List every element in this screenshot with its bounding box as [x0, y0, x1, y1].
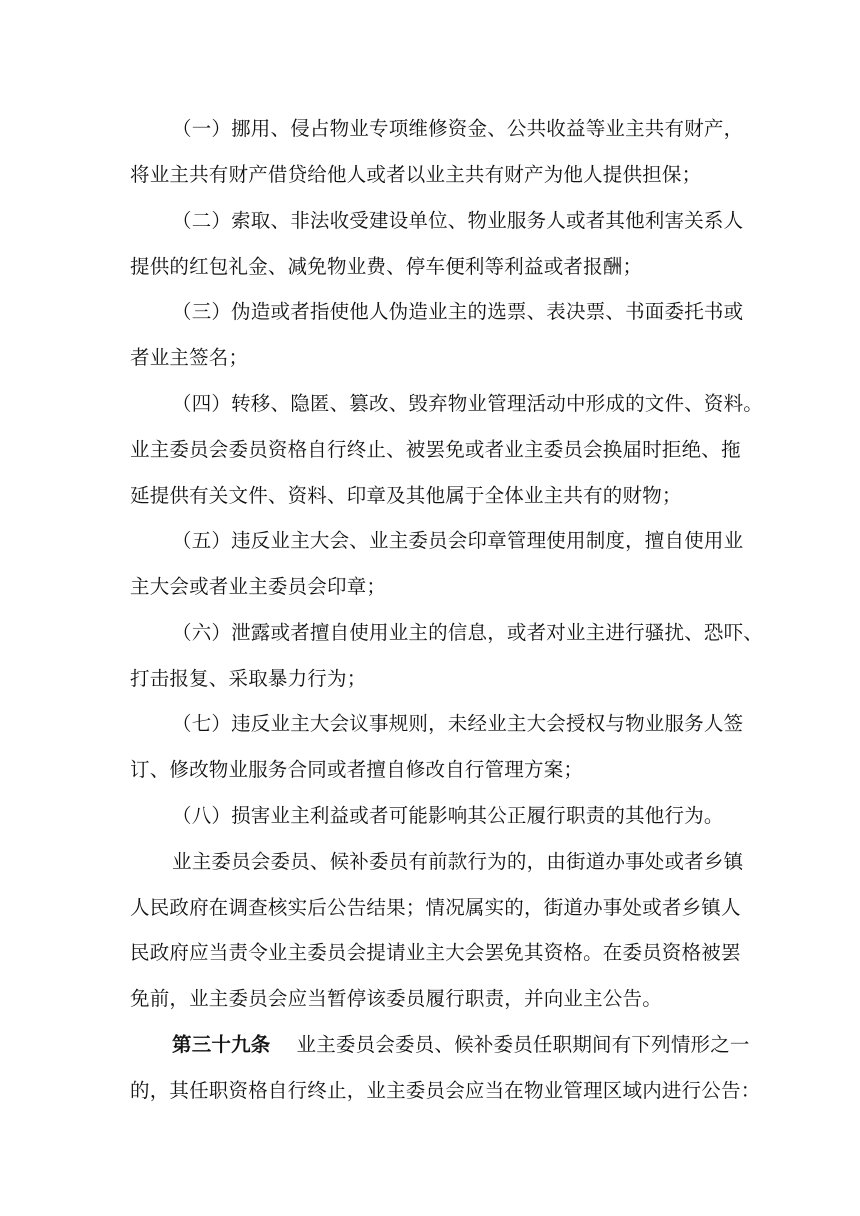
text-line: （三）伪造或者指使他人伪造业主的选票、表决票、书面委托书或 [172, 300, 744, 323]
text-line: 业主委员会委员、候补委员任职期间有下列情形之一 [296, 1033, 750, 1056]
text-line: 提供的红包礼金、减免物业费、停车便利等利益或者报酬； [130, 255, 643, 278]
text-line: （五）违反业主大会、业主委员会印章管理使用制度，擅自使用业 [172, 529, 744, 552]
text-line: （八）损害业主利益或者可能影响其公正履行职责的其他行为。 [172, 804, 724, 827]
text-line: 业主委员会委员资格自行终止、被罢免或者业主委员会换届时拒绝、拖 [130, 438, 741, 461]
text-line: 者业主签名； [130, 346, 249, 369]
article-label: 第三十九条 [172, 1033, 271, 1056]
text-line: （六）泄露或者擅自使用业主的信息，或者对业主进行骚扰、恐吓、 [172, 621, 764, 644]
text-line: 主大会或者业主委员会印章； [130, 575, 387, 598]
text-line: （一）挪用、侵占物业专项维修资金、公共收益等业主共有财产， [172, 117, 744, 140]
text-line: 人民政府在调查核实后公告结果；情况属实的，街道办事处或者乡镇人 [130, 896, 741, 919]
text-line: 民政府应当责令业主委员会提请业主大会罢免其资格。在委员资格被罢 [130, 941, 741, 964]
text-line: 将业主共有财产借贷给他人或者以业主共有财产为他人提供担保； [130, 163, 702, 186]
text-line: 的，其任职资格自行终止，业主委员会应当在物业管理区域内进行公告： [130, 1079, 761, 1102]
text-line: （四）转移、隐匿、篡改、毁弃物业管理活动中形成的文件、资料。 [172, 392, 764, 415]
text-line: 免前，业主委员会应当暂停该委员履行职责，并向业主公告。 [130, 987, 662, 1010]
text-line: 业主委员会委员、候补委员有前款行为的，由街道办事处或者乡镇 [172, 850, 744, 873]
text-line: （七）违反业主大会议事规则，未经业主大会授权与物业服务人签 [172, 712, 744, 735]
text-line: （二）索取、非法收受建设单位、物业服务人或者其他利害关系人 [172, 209, 744, 232]
text-line: 订、修改物业服务合同或者擅自修改自行管理方案； [130, 758, 584, 781]
text-line: 延提供有关文件、资料、印章及其他属于全体业主共有的财物； [130, 484, 682, 507]
article-heading-line [172, 1033, 750, 1057]
text-line: 打击报复、采取暴力行为； [130, 667, 367, 690]
